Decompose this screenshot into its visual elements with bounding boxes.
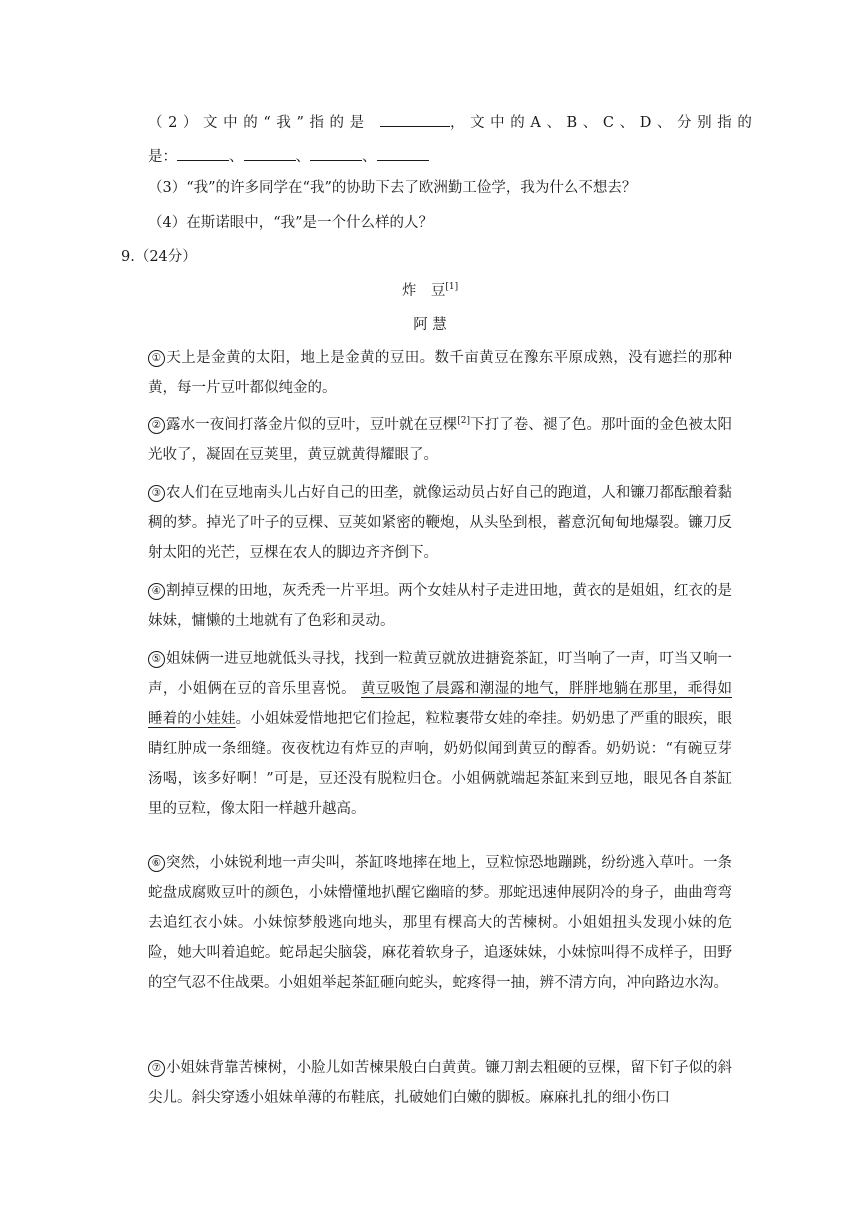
question-9-number: 9.（24分） [121, 249, 197, 265]
question-2-text-b: ，文中的A、B、C、D、分别指的 [449, 115, 758, 131]
paragraph-text: 露水一夜间打落金片似的豆叶，豆叶就在豆棵 [166, 417, 458, 433]
paragraph-text: 突然，小妹锐利地一声尖叫，茶缸咚地摔在地上，豆粒惊恐地蹦跳，纷纷逃入草叶。一条蛇盘成腐败豆叶的颜色，小妹懵懂地扒醒它幽暗的梦。那蛇迅速伸展阴冷的身子，曲曲弯弯去追红衣小妹。小妹惊梦般逃向地头，那里有棵高大的苦楝树。小姐姐扭头发现小妹的危险，她大叫着追蛇。蛇昂起尖脑袋，麻花着软身子，追逐妹妹，小妹惊叫得不成样子，田野的空气忍不住战栗。小姐姐举起茶缸砸向蛇头，蛇疼得一抽，辨不清方向，冲向路边水沟。 [148, 855, 732, 991]
paragraph-number: ⑥ [148, 855, 165, 872]
question-3: （3）“我”的许多同学在“我”的协助下去了欧洲勤工俭学，我为什么不想去？ [148, 180, 637, 196]
passage-author: 阿 慧 [413, 317, 447, 333]
paragraph-4 [148, 576, 732, 636]
title-text: 炸 豆 [401, 283, 446, 299]
paragraph-5 [148, 644, 732, 824]
paragraph-text: 。小姐妹爱惜地把它们捡起，粒粒裹带女娃的牵挂。奶奶患了严重的眼疾，眼睛红肿成一条细缝。夜夜枕边有炸豆的声响，奶奶似闻到黄豆的醇香。奶奶说：“有碗豆芽汤喝，该多好啊！”可是，豆还没有脱粒归仓。小姐俩就端起茶缸来到豆地，眼见各自茶缸里的豆粒，像太阳一样越升越高。 [148, 711, 733, 817]
footnote-mark: [1] [445, 282, 459, 292]
question-2-line-1 [148, 112, 758, 133]
paragraph-number: ③ [148, 485, 165, 502]
question-2-line-2 [148, 146, 732, 167]
answer-blank-a[interactable] [177, 146, 229, 161]
underlined-sentence: 黄豆吸饱了晨露和潮湿的地气，胖胖地躺在那里，乖得如睡着的小娃娃 [148, 681, 732, 727]
paragraph-1 [148, 343, 732, 403]
answer-blank-wo[interactable] [380, 112, 450, 127]
footnote-mark: [2] [457, 416, 470, 426]
paragraph-number: ① [148, 350, 165, 367]
paragraph-text: 小姐妹背靠苦楝树，小脸儿如苦楝果般白白黄黄。镰刀割去粗硬的豆棵，留下钉子似的斜尖儿。斜尖穿透小姐妹单薄的布鞋底，扎破她们白嫩的脚板。麻麻扎扎的细小伤口 [148, 1060, 732, 1106]
paragraph-3 [148, 478, 732, 568]
answer-blank-c[interactable] [310, 146, 362, 161]
paragraph-text: 下打了卷、褪了色。那叶面的金色被太阳光收了，凝固在豆荚里，黄豆就黄得耀眼了。 [148, 417, 733, 463]
answer-blank-b[interactable] [244, 146, 296, 161]
paragraph-text: 姐妹俩一进豆地就低头寻找，找到一粒黄豆就放进搪瓷茶缸，叮当响了一声，叮当又响一声，小姐俩在豆的音乐里喜悦。 [148, 651, 732, 697]
question-2-prefix: 是： [148, 149, 177, 165]
separator: 、 [229, 149, 244, 165]
paragraph-text: 天上是金黄的太阳，地上是金黄的豆田。数千亩黄豆在豫东平原成熟，没有遮拦的那种黄，每一片豆叶都似纯金的。 [148, 350, 732, 396]
paragraph-number: ④ [148, 583, 165, 600]
paragraph-number: ⑤ [148, 651, 165, 668]
paragraph-text: 农人们在豆地南头儿占好自己的田垄，就像运动员占好自己的跑道，人和镰刀都酝酿着黏稠的梦。掉光了叶子的豆棵、豆荚如紧密的鞭炮，从头坠到根，蓄意沉甸甸地爆裂。镰刀反射太阳的光芒，豆棵在农人的脚边齐齐倒下。 [148, 485, 732, 561]
answer-blank-d[interactable] [377, 146, 429, 161]
paragraph-2 [148, 410, 732, 470]
separator: 、 [295, 149, 310, 165]
paragraph-number: ② [148, 417, 165, 434]
passage-title [0, 281, 860, 301]
paragraph-6 [148, 848, 732, 998]
separator: 、 [362, 149, 377, 165]
question-4: （4）在斯诺眼中，“我”是一个什么样的人？ [148, 215, 434, 231]
question-2-text-a: （2）文中的“我”指的是 [148, 115, 370, 131]
paragraph-7 [148, 1053, 732, 1113]
paragraph-text: 割掉豆棵的田地，灰秃秃一片平坦。两个女娃从村子走进田地，黄衣的是姐姐，红衣的是妹妹，慵懒的土地就有了色彩和灵动。 [148, 583, 732, 629]
paragraph-number: ⑦ [148, 1060, 165, 1077]
